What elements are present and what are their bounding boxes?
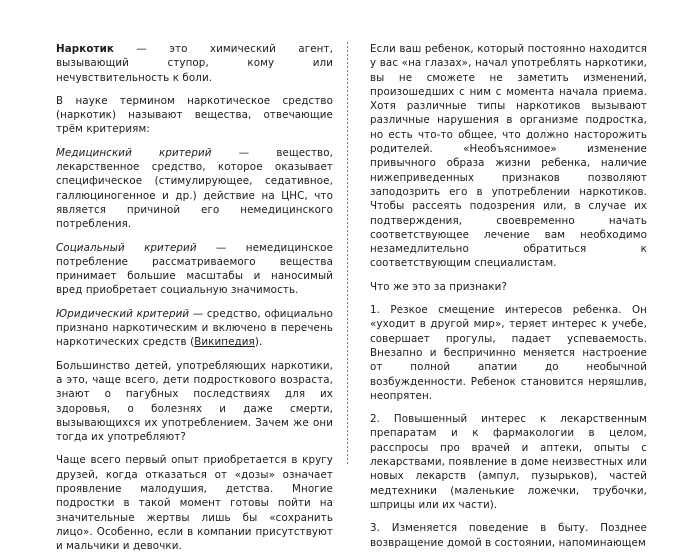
italic-criterion-label: Юридический критерий	[56, 307, 190, 320]
p-sign-2: 2. Повышенный интерес к лекарственным препаратам и к фармакологии в целом, расспросы про врачей и аптеки, опыты с лекарствами, появление в доме неизвестных или новых лекарств (ампул, пузырьков), частей медтехники (маленькие ложечки, трубочки, шприцы или их части).	[370, 413, 647, 511]
p-sign-1: 1. Резкое смещение интересов ребенка. Он «уходит в другой мир», теряет интерес к учебе, совершает прогулы, падает успеваемость. Внезапно и беспричинно меняется настроение от полной апатии до необычной возбужденности. Ребенок становится неряшлив, неопрятен.	[370, 304, 647, 402]
bold-term: Наркотик	[56, 43, 114, 55]
p-majority-children: Большинство детей, употребляющих наркотики, а это, чаще всего, дети подросткового возраста, знают о пагубных последствиях для их здоровья, о болезнях и даже смерти, вызывающихся их употреблением. Зачем же они тогда их употребляют?	[56, 359, 333, 444]
p-definition: Наркотик — это химический агент, вызывающий ступор, кому или нечувствительность к боли.	[56, 43, 333, 84]
p-legal-criterion: Юридический критерий — средство, официально признано наркотическим и включено в перечень наркотических средств (Википедия).	[56, 307, 333, 349]
two-column-layout	[56, 42, 650, 553]
italic-criterion-label: Медицинский критерий	[56, 146, 212, 159]
p-medical-criterion: Медицинский критерий — вещество, лекарственное средство, которое оказывает специфическое (стимулирующее, седативное, галлюциногенное и др.) действие на ЦНС, что является причиной его немедицинского потребления.	[56, 146, 333, 231]
wikipedia-link[interactable]: Википедия	[194, 336, 255, 349]
p-science-term: В науке термином наркотическое средство (наркотик) называют вещества, отвечающие трём критериям:	[56, 94, 333, 136]
p-if-your-child: Если ваш ребенок, который постоянно находится у вас «на глазах», начал употреблять наркотики, вы не сможете не заметить изменений, произошедших с ним с момента начала приема. Хотя различные типы наркотиков вызывают различные нарушения в организме подростка, но есть что-то общее, что должно насторожить родителей. «Необъяснимое» изменение привычного образа жизни ребенка, наличие нижеприведенных признаков позволяют заподозрить его в употреблении наркотиков. Чтобы рассеять подозрения или, в случае их подтверждения, своевременно начать соответствующее лечение вам необходимо незамедлительно обратиться к соответствующим специалистам.	[370, 43, 647, 270]
p-sign-3: 3. Изменяется поведение в быту. Позднее возвращение домой в состоянии, напоминающем	[370, 522, 647, 549]
p-question-signs: Что же это за признаки?	[370, 280, 508, 293]
column-divider	[347, 42, 348, 466]
right-column	[370, 42, 647, 550]
italic-criterion-label: Социальный критерий	[56, 241, 197, 254]
p-first-experience: Чаще всего первый опыт приобретается в кругу друзей, когда отказаться от «дозы» означает проявление малодушия, детства. Многие подростки в такой момент готовы пойти на значительные жертвы лишь бы «сохранить лицо». Особенно, если в компании присутствуют и мальчики и девочки.	[56, 454, 333, 553]
left-column	[56, 42, 333, 554]
p-social-criterion: Социальный критерий — немедицинское потребление рассматриваемого вещества принимает большие масштабы и наносимый вред приобретает социальную значимость.	[56, 241, 334, 297]
